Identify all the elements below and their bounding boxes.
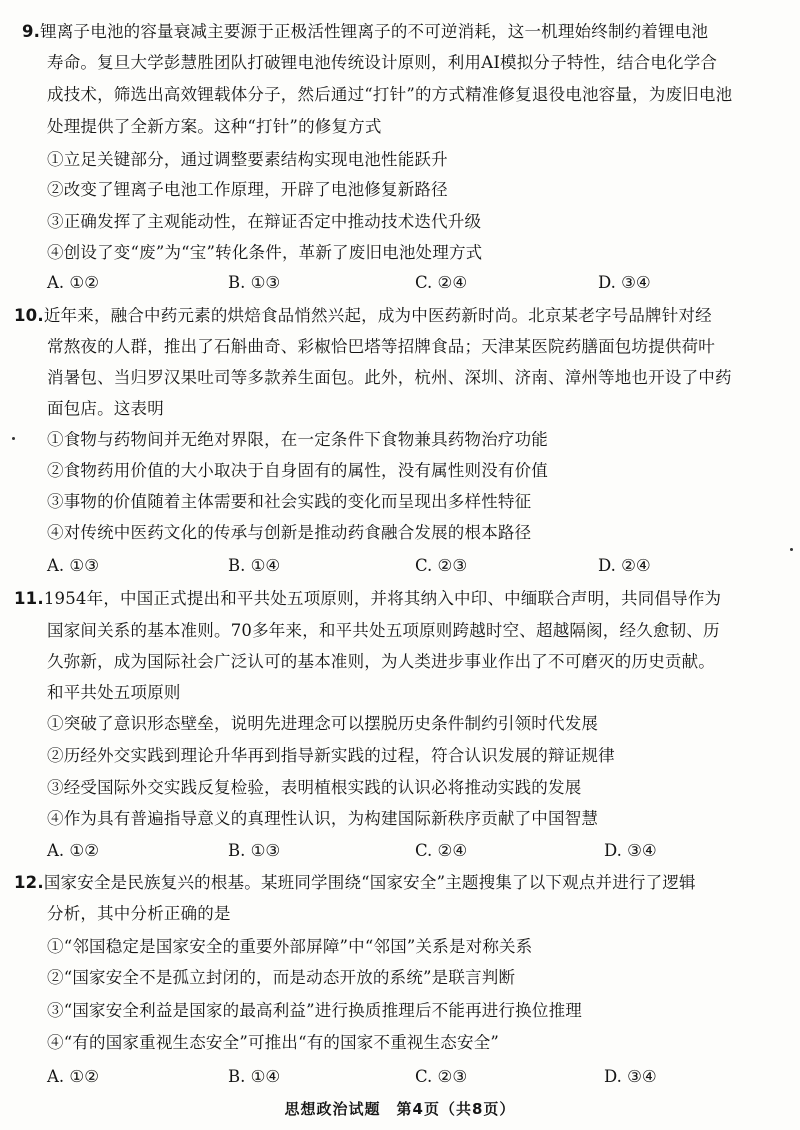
question-12-choice-a: A. ①② [47,1067,99,1086]
question-10-option-4: ④对传统中医药文化的传承与创新是推动药食融合发展的根本路径 [47,523,532,542]
question-12-option-4: ④“有的国家重视生态安全”可推出“有的国家不重视生态安全” [47,1033,500,1052]
question-number: 9. [22,22,41,41]
question-9-option-4: ④创设了变“废”为“宝”转化条件，革新了废旧电池处理方式 [47,243,483,262]
question-12-choice-c: C. ②③ [415,1067,468,1086]
question-10-option-2: ②食物药用价值的大小取决于自身固有的属性，没有属性则没有价值 [47,461,548,480]
question-12-option-1: ①“邻国稳定是国家安全的重要外部屏障”中“邻国”关系是对称关系 [47,937,533,956]
question-9-option-2: ②改变了锂离子电池工作原理，开辟了电池修复新路径 [47,180,448,199]
question-number: 11. [14,589,44,608]
question-11-choice-c: C. ②④ [415,841,468,860]
question-11-option-1: ①突破了意识形态壁垒，说明先进理念可以摆脱历史条件制约引领时代发展 [47,714,599,733]
question-9-stem-line-1: 9.锂离子电池的容量衰减主要源于正极活性锂离子的不可逆消耗，这一机理始终制约着锂电池 [22,22,709,41]
question-9-choice-c: C. ②④ [415,273,468,292]
question-11-option-4: ④作为具有普遍指导意义的真理性认识，为构建国际新秩序贡献了中国智慧 [47,809,599,828]
question-12-choice-b: B. ①④ [228,1067,281,1086]
question-11-stem-line-1: 11.1954年，中国正式提出和平共处五项原则，并将其纳入中印、中缅联合声明，共同倡导作为 [14,589,722,608]
question-9-choice-d: D. ③④ [598,273,651,292]
question-10-stem-line-3: 消暑包、当归罗汉果吐司等多款养生面包。此外，杭州、深圳、济南、漳州等地也开设了中药 [47,368,732,387]
question-10-choice-b: B. ①④ [228,556,281,575]
question-11-stem-line-2: 国家间关系的基本准则。70多年来，和平共处五项原则跨越时空、超越隔阂，经久愈韧、历 [47,621,720,640]
question-10-choice-a: A. ①③ [47,556,99,575]
page-footer: 思想政治试题 第4页（共8页） [284,1100,516,1118]
question-11-choice-b: B. ①③ [228,841,281,860]
question-9-option-3: ③正确发挥了主观能动性，在辩证否定中推动技术迭代升级 [47,212,482,231]
question-10-option-3: ③事物的价值随着主体需要和社会实践的变化而呈现出多样性特征 [47,492,532,511]
question-number: 12. [14,873,44,892]
question-11-stem-line-3: 久弥新，成为国际社会广泛认可的基本准则，为人类进步事业作出了不可磨灭的历史贡献。 [47,652,715,671]
question-10-stem-line-2: 常熬夜的人群，推出了石斛曲奇、彩椒恰巴塔等招牌食品；天津某医院药膳面包坊提供荷叶 [47,337,715,356]
question-11-option-2: ②历经外交实践到理论升华再到指导新实践的过程，符合认识发展的辩证规律 [47,746,615,765]
scan-speck [790,548,793,551]
question-11-choice-d: D. ③④ [604,841,657,860]
question-9-stem-line-2: 寿命。复旦大学彭慧胜团队打破锂电池传统设计原则，利用AI模拟分子特性，结合电化学合 [47,53,718,72]
question-12-stem-line-2: 分析，其中分析正确的是 [47,904,231,923]
question-10-stem-line-4: 面包店。这表明 [47,399,164,418]
question-9-choice-a: A. ①② [47,273,99,292]
question-11-choice-a: A. ①② [47,841,99,860]
question-10-option-1: ①食物与药物间并无绝对界限，在一定条件下食物兼具药物治疗功能 [47,430,548,449]
question-11-stem-line-4: 和平共处五项原则 [47,683,181,702]
question-10-choice-c: C. ②③ [415,556,468,575]
question-number: 10. [14,306,44,325]
question-12-choice-d: D. ③④ [604,1067,657,1086]
question-9-choice-b: B. ①③ [228,273,281,292]
question-10-choice-d: D. ②④ [598,556,651,575]
question-10-stem-line-1: 10.近年来，融合中药元素的烘焙食品悄然兴起，成为中医药新时尚。北京某老字号品牌针对经 [14,306,712,325]
question-9-stem-line-3: 成技术，筛选出高效锂载体分子，然后通过“打针”的方式精准修复退役电池容量，为废旧电池 [47,85,733,104]
question-9-option-1: ①立足关键部分，通过调整要素结构实现电池性能跃升 [47,150,448,169]
question-12-option-3: ③“国家安全利益是国家的最高利益”进行换质推理后不能再进行换位推理 [47,1001,582,1020]
question-12-option-2: ②“国家安全不是孤立封闭的，而是动态开放的系统”是联言判断 [47,968,516,987]
question-11-option-3: ③经受国际外交实践反复检验，表明植根实践的认识必将推动实践的发展 [47,778,582,797]
question-12-stem-line-1: 12.国家安全是民族复兴的根基。某班同学围绕“国家安全”主题搜集了以下观点并进行了逻辑 [14,873,696,892]
question-9-stem-line-4: 处理提供了全新方案。这种“打针”的修复方式 [47,117,382,136]
scan-speck [12,437,15,440]
